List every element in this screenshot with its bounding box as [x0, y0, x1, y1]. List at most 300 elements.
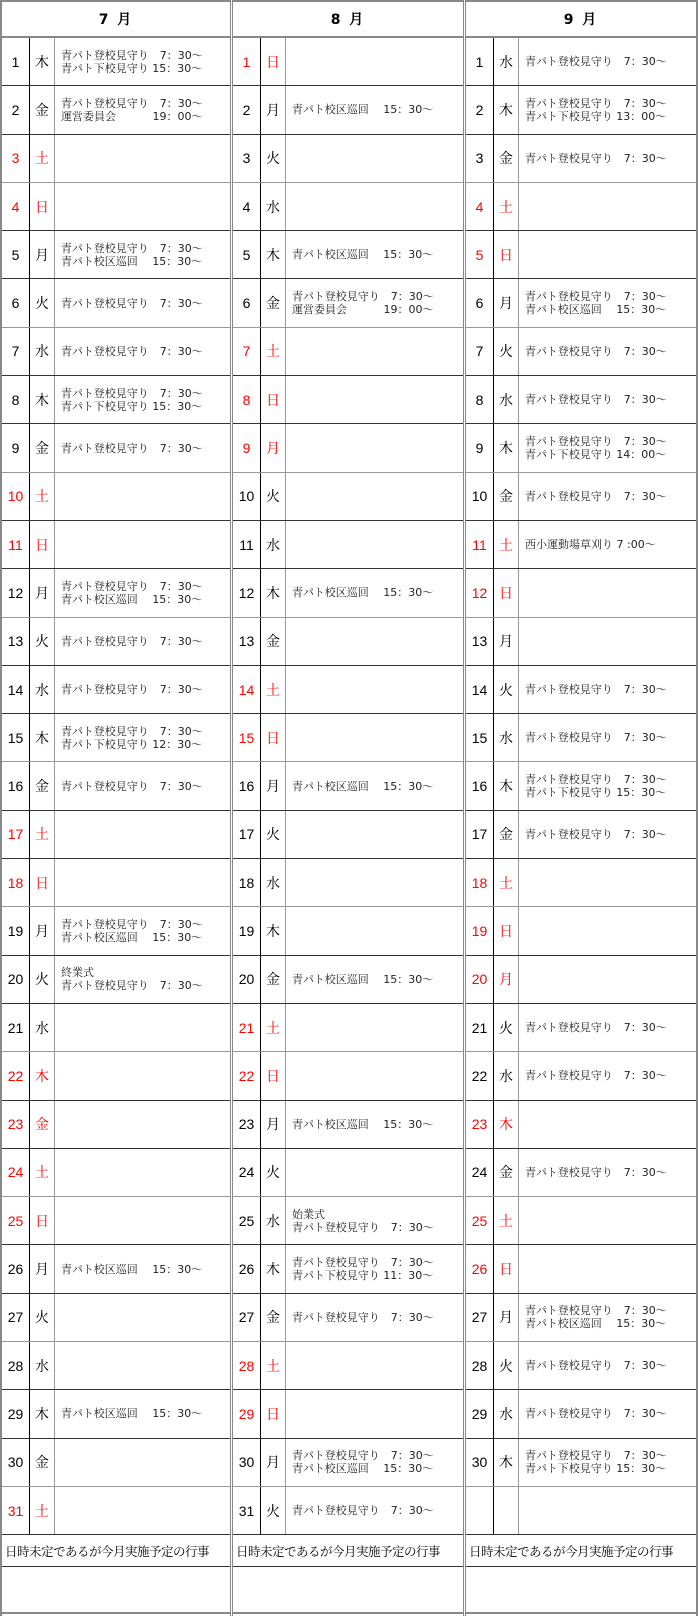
- day-row: [466, 1342, 696, 1390]
- events-cell: [519, 279, 696, 326]
- weekday: 火: [261, 473, 286, 520]
- events-cell: [286, 1342, 463, 1389]
- day-number: 8: [466, 376, 494, 423]
- day-number: 3: [233, 135, 261, 182]
- day-number: 14: [233, 666, 261, 713]
- events-cell: [55, 1245, 230, 1292]
- weekday: 月: [494, 956, 519, 1003]
- day-number: 4: [2, 183, 30, 230]
- weekday: 木: [261, 231, 286, 278]
- event-line: 青パト校区巡回 15：30～: [61, 1407, 203, 1421]
- day-number: 1: [2, 38, 30, 85]
- day-number: [466, 1487, 494, 1534]
- weekday: 日: [494, 231, 519, 278]
- day-row: [466, 1149, 696, 1197]
- event-line: 青パト下校見守り 15：30～: [61, 399, 203, 413]
- events-cell: [519, 376, 696, 423]
- day-number: 8: [2, 376, 30, 423]
- day-number: 27: [466, 1294, 494, 1341]
- weekday: 木: [30, 1052, 55, 1099]
- events-cell: [519, 618, 696, 665]
- weekday: 木: [494, 1439, 519, 1486]
- weekday: 月: [30, 569, 55, 616]
- weekday: 土: [494, 183, 519, 230]
- event-line: 青パト登校見守り 7：30～: [525, 489, 667, 503]
- day-number: 25: [2, 1197, 30, 1244]
- day-number: 31: [233, 1487, 261, 1534]
- weekday: 月: [30, 907, 55, 954]
- weekday: 日: [30, 859, 55, 906]
- events-cell: [519, 666, 696, 713]
- weekday: 木: [494, 762, 519, 809]
- day-number: 6: [466, 279, 494, 326]
- day-rows: [466, 38, 696, 1535]
- day-number: 29: [233, 1390, 261, 1437]
- day-row: [2, 666, 230, 714]
- events-cell: [55, 714, 230, 761]
- day-number: 14: [466, 666, 494, 713]
- day-number: 9: [233, 424, 261, 471]
- day-row: [233, 1245, 463, 1293]
- day-row: [2, 279, 230, 327]
- day-row: [466, 1004, 696, 1052]
- day-number: 4: [466, 183, 494, 230]
- event-line: 青パト校区巡回 15：30～: [61, 254, 203, 268]
- event-line: 青パト校区巡回 15：30～: [61, 592, 203, 606]
- day-row: [466, 231, 696, 279]
- day-row: [2, 135, 230, 183]
- event-line: 青パト下校見守り 12：30～: [61, 737, 203, 751]
- events-cell: [55, 328, 230, 375]
- day-number: 2: [2, 86, 30, 133]
- day-number: 26: [233, 1245, 261, 1292]
- weekday: 木: [261, 569, 286, 616]
- weekday: 木: [30, 376, 55, 423]
- undated-events-label: 日時未定であるが今月実施予定の行事: [233, 1535, 463, 1567]
- events-cell: [286, 1487, 463, 1534]
- day-number: 12: [466, 569, 494, 616]
- day-row: [233, 1149, 463, 1197]
- events-cell: [55, 1390, 230, 1437]
- event-line: 運営委員会 19：00～: [61, 109, 203, 123]
- day-number: 2: [466, 86, 494, 133]
- events-cell: [55, 38, 230, 85]
- day-row: [2, 811, 230, 859]
- day-row: [2, 473, 230, 521]
- day-row: [2, 521, 230, 569]
- month-column-august: [233, 0, 466, 1616]
- events-cell: [286, 424, 463, 471]
- day-number: 28: [233, 1342, 261, 1389]
- month-column-september: [466, 0, 698, 1616]
- day-row: [233, 1052, 463, 1100]
- events-cell: [286, 1101, 463, 1148]
- weekday: 土: [30, 811, 55, 858]
- events-cell: [55, 811, 230, 858]
- day-row: [233, 183, 463, 231]
- day-number: 1: [233, 38, 261, 85]
- event-line: 青パト校区巡回 15：30～: [525, 303, 667, 317]
- events-cell: [286, 907, 463, 954]
- weekday: 金: [30, 86, 55, 133]
- day-row: [466, 135, 696, 183]
- day-number: 10: [2, 473, 30, 520]
- weekday: 日: [30, 1197, 55, 1244]
- event-line: 青パト下校見守り 15：30～: [61, 61, 203, 75]
- weekday: 土: [261, 328, 286, 375]
- event-line: 青パト登校見守り 7：30～: [61, 386, 203, 400]
- day-row: [233, 811, 463, 859]
- events-cell: [519, 714, 696, 761]
- event-line: 青パト登校見守り 7：30～: [61, 241, 203, 255]
- weekday: 木: [261, 1245, 286, 1292]
- day-number: 6: [233, 279, 261, 326]
- weekday: 日: [261, 376, 286, 423]
- events-cell: [286, 1439, 463, 1486]
- weekday: 水: [261, 1197, 286, 1244]
- day-number: 15: [2, 714, 30, 761]
- weekday: 土: [494, 521, 519, 568]
- weekday: 火: [30, 1294, 55, 1341]
- event-line: 終業式: [61, 966, 94, 980]
- day-number: 21: [233, 1004, 261, 1051]
- day-number: 17: [233, 811, 261, 858]
- events-cell: [286, 762, 463, 809]
- day-number: 12: [233, 569, 261, 616]
- event-line: 青パト登校見守り 7：30～: [61, 724, 203, 738]
- weekday: 木: [30, 38, 55, 85]
- weekday: 金: [30, 762, 55, 809]
- day-row: [466, 38, 696, 86]
- day-number: 16: [466, 762, 494, 809]
- event-line: 青パト登校見守り 7：30～: [292, 1310, 434, 1324]
- weekday: 火: [261, 135, 286, 182]
- event-line: 青パト下校見守り 11：30～: [292, 1269, 434, 1283]
- events-cell: [55, 956, 230, 1003]
- day-row: [466, 859, 696, 907]
- event-line: 青パト登校見守り 7：30～: [525, 290, 667, 304]
- weekday: 土: [494, 1197, 519, 1244]
- weekday: 火: [261, 1149, 286, 1196]
- weekday: 日: [30, 521, 55, 568]
- weekday: 水: [261, 859, 286, 906]
- event-line: 青パト登校見守り 7：30～: [525, 773, 667, 787]
- events-cell: [519, 569, 696, 616]
- day-number: 3: [466, 135, 494, 182]
- weekday: 火: [261, 1487, 286, 1534]
- events-cell: [519, 1439, 696, 1486]
- weekday: 木: [30, 714, 55, 761]
- weekday: 金: [30, 1439, 55, 1486]
- events-cell: [286, 1149, 463, 1196]
- day-row: [233, 569, 463, 617]
- day-number: 10: [233, 473, 261, 520]
- day-number: 19: [2, 907, 30, 954]
- day-number: 1: [466, 38, 494, 85]
- weekday: 日: [30, 183, 55, 230]
- day-row: [466, 1294, 696, 1342]
- weekday: 水: [494, 38, 519, 85]
- event-line: 青パト登校見守り 7：30～: [61, 683, 203, 696]
- day-number: 22: [233, 1052, 261, 1099]
- weekday: 土: [261, 1004, 286, 1051]
- day-number: 7: [466, 328, 494, 375]
- event-line: 青パト登校見守り 7：30～: [292, 1504, 434, 1518]
- day-number: 31: [2, 1487, 30, 1534]
- events-cell: [286, 1245, 463, 1292]
- event-line: 青パト登校見守り 7：30～: [525, 1069, 667, 1083]
- event-line: 青パト登校見守り 7：30～: [525, 1304, 667, 1318]
- day-row: [2, 1390, 230, 1438]
- events-cell: [519, 1197, 696, 1244]
- undated-events-cell: [466, 1567, 696, 1614]
- weekday: [494, 1487, 519, 1534]
- month-header: 8 月: [233, 0, 463, 38]
- events-cell: [519, 1342, 696, 1389]
- weekday: 水: [494, 714, 519, 761]
- undated-events-cell: [2, 1567, 230, 1614]
- weekday: 金: [261, 956, 286, 1003]
- weekday: 月: [261, 1101, 286, 1148]
- day-number: 21: [2, 1004, 30, 1051]
- day-number: 7: [2, 328, 30, 375]
- events-cell: [55, 569, 230, 616]
- events-cell: [55, 473, 230, 520]
- weekday: 日: [494, 569, 519, 616]
- weekday: 木: [494, 86, 519, 133]
- month-header: 9 月: [466, 0, 696, 38]
- event-line: 青パト校区巡回 15：30～: [292, 972, 434, 986]
- day-row: [466, 1197, 696, 1245]
- weekday: 水: [30, 666, 55, 713]
- events-cell: [286, 859, 463, 906]
- day-row: [233, 859, 463, 907]
- weekday: 木: [494, 424, 519, 471]
- weekday: 月: [494, 279, 519, 326]
- event-line: 青パト登校見守り 7：30～: [61, 979, 203, 993]
- day-row: [233, 521, 463, 569]
- day-number: 17: [466, 811, 494, 858]
- day-row: [2, 328, 230, 376]
- events-cell: [55, 1439, 230, 1486]
- events-cell: [55, 1487, 230, 1534]
- event-line: 青パト登校見守り 7：30～: [61, 634, 203, 648]
- events-cell: [55, 859, 230, 906]
- events-cell: [286, 1052, 463, 1099]
- day-rows: [2, 38, 230, 1535]
- event-line: 青パト校区巡回 15：30～: [525, 1317, 667, 1331]
- event-line: 青パト登校見守り 7：30～: [61, 779, 203, 793]
- weekday: 土: [261, 1342, 286, 1389]
- weekday: 水: [494, 376, 519, 423]
- day-number: 10: [466, 473, 494, 520]
- day-row: [466, 569, 696, 617]
- day-row: [233, 907, 463, 955]
- day-number: 3: [2, 135, 30, 182]
- day-row: [2, 1149, 230, 1197]
- events-cell: [286, 376, 463, 423]
- day-number: 25: [466, 1197, 494, 1244]
- day-number: 13: [466, 618, 494, 665]
- day-row: [466, 1390, 696, 1438]
- day-number: 25: [233, 1197, 261, 1244]
- events-cell: [519, 473, 696, 520]
- events-cell: [286, 569, 463, 616]
- event-line: 青パト登校見守り 7：30～: [525, 435, 667, 449]
- events-cell: [286, 473, 463, 520]
- weekday: 日: [261, 714, 286, 761]
- day-number: 19: [233, 907, 261, 954]
- day-number: 18: [233, 859, 261, 906]
- day-row: [2, 907, 230, 955]
- day-row: [233, 473, 463, 521]
- day-row: [2, 569, 230, 617]
- day-row: [2, 1487, 230, 1535]
- day-number: 4: [233, 183, 261, 230]
- day-number: 18: [466, 859, 494, 906]
- weekday: 金: [494, 135, 519, 182]
- weekday: 月: [494, 1294, 519, 1341]
- events-cell: [55, 424, 230, 471]
- weekday: 月: [494, 618, 519, 665]
- day-row: [2, 1004, 230, 1052]
- day-row: [2, 183, 230, 231]
- day-row: [233, 279, 463, 327]
- events-cell: [519, 521, 696, 568]
- events-cell: [286, 1004, 463, 1051]
- day-row: [466, 1052, 696, 1100]
- day-number: 20: [233, 956, 261, 1003]
- day-row: [466, 279, 696, 327]
- event-line: 青パト登校見守り 7：30～: [525, 55, 667, 69]
- day-number: 28: [2, 1342, 30, 1389]
- event-line: 青パト登校見守り 7：30～: [61, 441, 203, 455]
- day-number: 23: [2, 1101, 30, 1148]
- weekday: 土: [30, 473, 55, 520]
- events-cell: [519, 1487, 696, 1534]
- day-row: [233, 714, 463, 762]
- day-row: [233, 328, 463, 376]
- events-cell: [519, 231, 696, 278]
- events-cell: [519, 1245, 696, 1292]
- day-number: 6: [2, 279, 30, 326]
- events-cell: [286, 618, 463, 665]
- day-number: 15: [233, 714, 261, 761]
- weekday: 水: [494, 1052, 519, 1099]
- weekday: 月: [261, 86, 286, 133]
- event-line: 青パト登校見守り 7：30～: [61, 296, 203, 310]
- weekday: 金: [494, 811, 519, 858]
- events-cell: [55, 1004, 230, 1051]
- day-number: 8: [233, 376, 261, 423]
- day-row: [2, 231, 230, 279]
- weekday: 月: [261, 424, 286, 471]
- events-cell: [286, 279, 463, 326]
- events-cell: [286, 328, 463, 375]
- event-line: 青パト登校見守り 7：30～: [525, 344, 667, 358]
- events-cell: [55, 762, 230, 809]
- weekday: 火: [261, 811, 286, 858]
- events-cell: [55, 666, 230, 713]
- events-cell: [519, 38, 696, 85]
- day-row: [233, 618, 463, 666]
- events-cell: [55, 376, 230, 423]
- event-line: 青パト登校見守り 7：30～: [525, 151, 667, 165]
- weekday: 日: [494, 1245, 519, 1292]
- day-number: 24: [466, 1149, 494, 1196]
- day-row: [2, 1197, 230, 1245]
- event-line: 青パト登校見守り 7：30～: [525, 827, 667, 841]
- events-cell: [519, 86, 696, 133]
- events-cell: [286, 1390, 463, 1437]
- day-number: 18: [2, 859, 30, 906]
- month-header: 7 月: [2, 0, 230, 38]
- events-cell: [55, 1294, 230, 1341]
- day-row: [2, 1294, 230, 1342]
- day-number: 17: [2, 811, 30, 858]
- day-row: [466, 183, 696, 231]
- day-row: [2, 376, 230, 424]
- events-cell: [519, 811, 696, 858]
- weekday: 金: [261, 618, 286, 665]
- events-cell: [519, 1101, 696, 1148]
- day-row: [466, 376, 696, 424]
- day-row: [233, 424, 463, 472]
- weekday: 土: [30, 1149, 55, 1196]
- weekday: 火: [494, 1004, 519, 1051]
- undated-events-label: 日時未定であるが今月実施予定の行事: [466, 1535, 696, 1567]
- events-cell: [519, 328, 696, 375]
- day-number: 30: [233, 1439, 261, 1486]
- weekday: 金: [494, 473, 519, 520]
- events-cell: [286, 86, 463, 133]
- day-number: 29: [2, 1390, 30, 1437]
- weekday: 土: [30, 1487, 55, 1534]
- day-number: 20: [466, 956, 494, 1003]
- day-row: [2, 1052, 230, 1100]
- day-number: 13: [233, 618, 261, 665]
- weekday: 土: [261, 666, 286, 713]
- events-cell: [55, 1342, 230, 1389]
- day-number: 9: [466, 424, 494, 471]
- event-line: 青パト登校見守り 7：30～: [525, 1165, 667, 1179]
- event-line: 青パト登校見守り 7：30～: [292, 1449, 434, 1463]
- weekday: 月: [261, 762, 286, 809]
- weekday: 金: [30, 424, 55, 471]
- event-line: 青パト登校見守り 7：30～: [525, 731, 667, 745]
- weekday: 木: [30, 1390, 55, 1437]
- events-cell: [519, 1149, 696, 1196]
- month-column-july: [0, 0, 233, 1616]
- day-row: [2, 86, 230, 134]
- event-line: 青パト登校見守り 7：30～: [292, 290, 434, 304]
- day-row: [466, 956, 696, 1004]
- day-row: [466, 714, 696, 762]
- weekday: 月: [30, 231, 55, 278]
- weekday: 土: [494, 859, 519, 906]
- day-number: 30: [466, 1439, 494, 1486]
- day-row: [466, 1101, 696, 1149]
- weekday: 火: [30, 279, 55, 326]
- event-line: 青パト登校見守り 7：30～: [61, 579, 203, 593]
- events-cell: [55, 1197, 230, 1244]
- undated-events-label: 日時未定であるが今月実施予定の行事: [2, 1535, 230, 1567]
- day-number: 22: [2, 1052, 30, 1099]
- weekday: 木: [261, 907, 286, 954]
- day-row: [233, 1197, 463, 1245]
- events-cell: [286, 38, 463, 85]
- day-number: 5: [466, 231, 494, 278]
